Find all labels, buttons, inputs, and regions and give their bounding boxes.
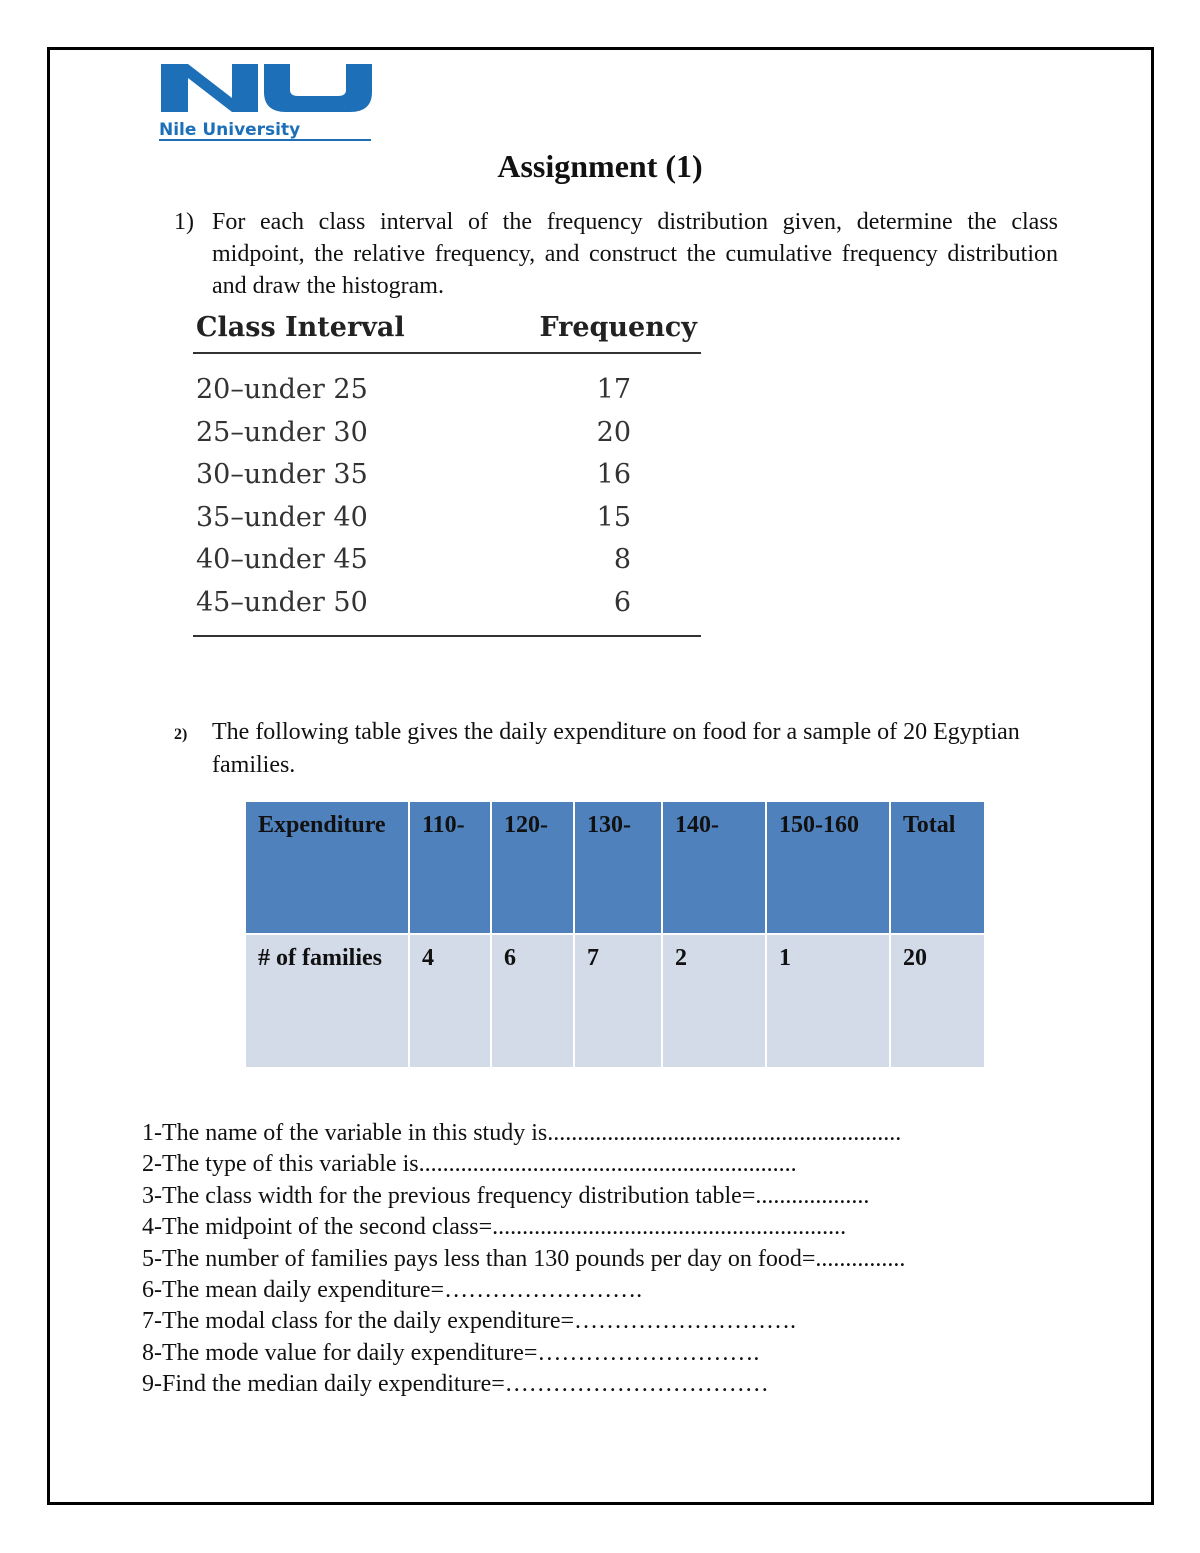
table-cell: 2	[663, 935, 765, 1067]
class-interval-cell: 25–under 30	[196, 416, 368, 448]
sub-question: 1-The name of the variable in this study is...........................................................	[142, 1120, 902, 1146]
question-2	[174, 716, 1074, 782]
class-interval-table	[193, 308, 701, 637]
expenditure-table	[244, 800, 986, 1069]
table-cell: Total	[891, 802, 984, 933]
frequency-cell: 6	[613, 586, 631, 618]
frequency-cell: 16	[596, 459, 631, 490]
nu-logo-graphic	[158, 62, 373, 142]
table-cell: 1	[767, 935, 889, 1067]
table-row	[193, 413, 701, 456]
question-1	[174, 206, 1058, 302]
table-cell: 4	[410, 935, 490, 1067]
table-cell: 6	[492, 935, 573, 1067]
class-interval-header	[193, 308, 701, 354]
sub-question: 5-The number of families pays less than 130 pounds per day on food=...............	[142, 1245, 906, 1272]
question-2-text: The following table gives the daily expenditure on food for a sample of 20 Egyptian families.	[212, 719, 1020, 778]
table-cell: 150-160	[767, 802, 889, 933]
table-cell: 20	[891, 935, 984, 1067]
table-cell: 130-	[575, 802, 661, 933]
expenditure-header-row	[246, 802, 984, 933]
table-cell: 7	[575, 935, 661, 1067]
class-interval-cell: 35–under 40	[196, 501, 368, 533]
class-interval-cell: 45–under 50	[196, 586, 368, 618]
sub-question: 6-The mean daily expenditure=…………………….	[142, 1277, 643, 1304]
table-cell: # of families	[246, 935, 408, 1067]
frequency-cell: 17	[596, 374, 631, 405]
table-cell: Expenditure	[246, 802, 408, 933]
question-2-number: 2)	[174, 726, 188, 743]
table-row	[193, 498, 701, 541]
frequency-cell: 20	[596, 416, 631, 448]
logo-text: Nile University	[159, 120, 301, 140]
sub-question: 9-Find the median daily expenditure=……………………………	[142, 1371, 769, 1398]
table-row	[193, 583, 701, 626]
header-frequency: Frequency	[539, 312, 697, 343]
nile-university-logo	[158, 62, 373, 142]
table-row	[193, 455, 701, 498]
question-1-number: 1)	[174, 209, 194, 235]
families-row	[246, 935, 984, 1067]
sub-question: 7-The modal class for the daily expenditure=……………………….	[142, 1308, 797, 1335]
question-1-text: For each class interval of the frequency distribution given, determine the class midpoint, the relative frequency, and construct the cumulative frequency distribution and draw the histogram.	[212, 209, 1058, 299]
sub-question: 8-The mode value for daily expenditure=……………………….	[142, 1339, 760, 1366]
table-cell: 120-	[492, 802, 573, 933]
frequency-cell: 15	[596, 501, 631, 533]
table-cell: 110-	[410, 802, 490, 933]
class-interval-cell: 30–under 35	[196, 459, 368, 490]
sub-question: 2-The type of this variable is...............................................................	[142, 1151, 797, 1178]
table-row	[193, 370, 701, 413]
page-title: Assignment (1)	[497, 148, 703, 184]
sub-question: 4-The midpoint of the second class=...........................................................	[142, 1214, 847, 1241]
class-interval-cell: 20–under 25	[196, 374, 368, 405]
table-row	[193, 540, 701, 583]
sub-question: 3-The class width for the previous frequency distribution table=...................	[142, 1182, 870, 1209]
header-class-interval: Class Interval	[196, 312, 405, 343]
class-interval-cell: 40–under 45	[196, 544, 368, 575]
frequency-cell: 8	[613, 544, 631, 575]
table-cell: 140-	[663, 802, 765, 933]
sub-questions-list	[142, 1118, 905, 1401]
